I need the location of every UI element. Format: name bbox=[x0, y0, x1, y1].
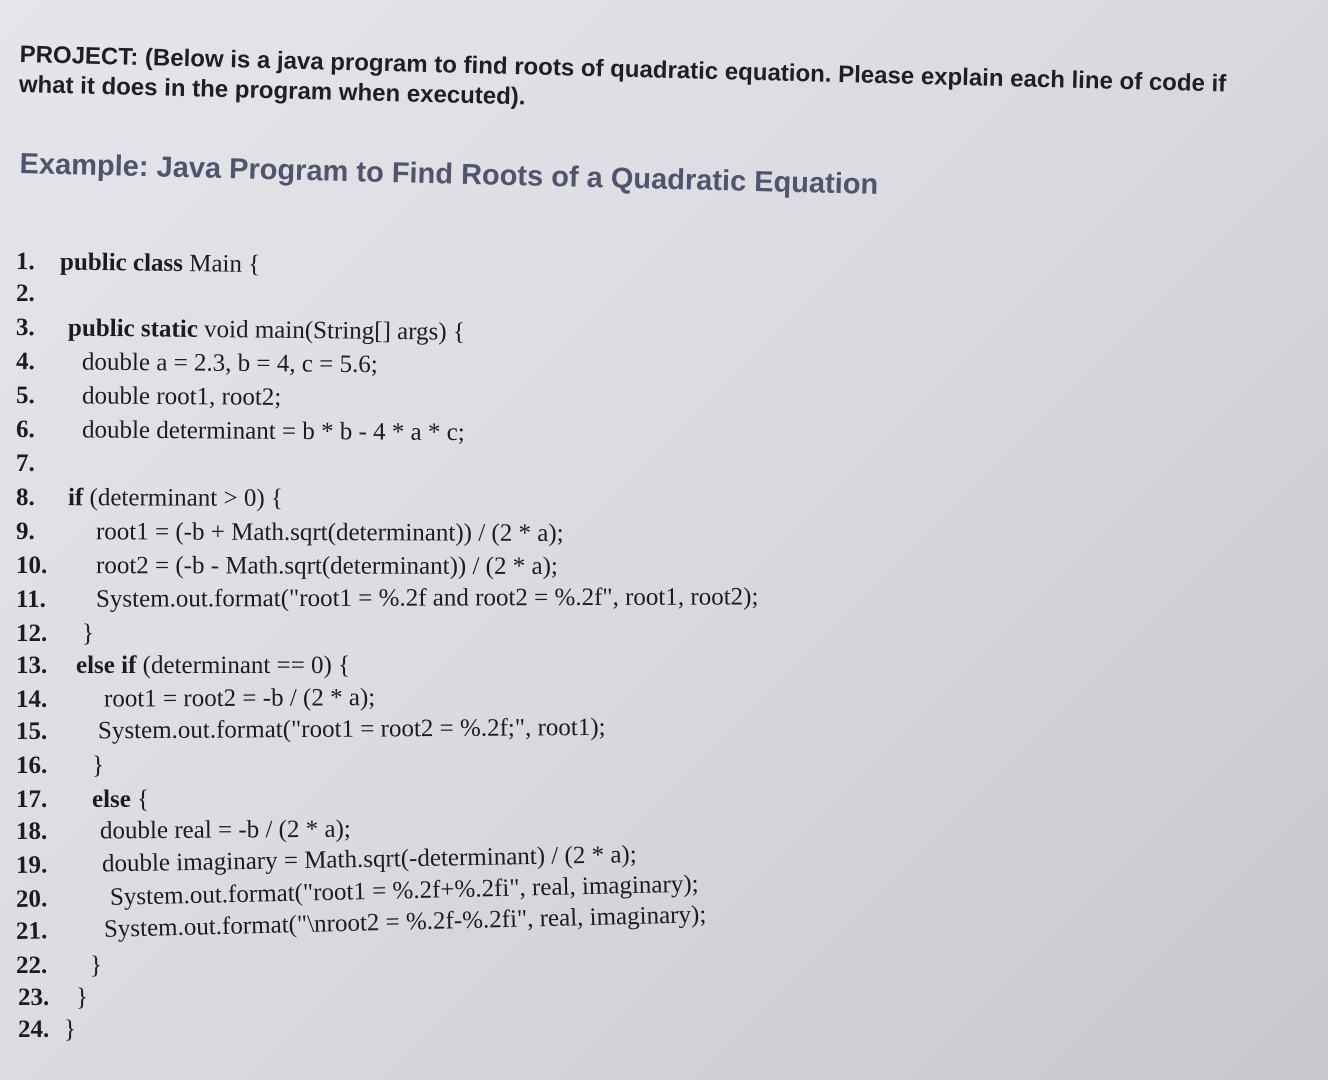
code-text: root1 = (-b + Math.sqrt(determinant)) / (2 * a); bbox=[95, 518, 564, 547]
code-text: if (determinant > 0) { bbox=[67, 484, 283, 512]
line-number: 8. bbox=[15, 484, 35, 512]
line-number: 12. bbox=[16, 620, 48, 647]
line-number: 16. bbox=[16, 752, 48, 779]
code-text: System.out.format("root1 = root2 = %.2f;", root1); bbox=[97, 713, 606, 745]
code-text: double determinant = b * b - 4 * a * c; bbox=[81, 416, 465, 447]
line-number: 23. bbox=[18, 984, 50, 1011]
line-number: 7. bbox=[16, 450, 35, 477]
code-line bbox=[15, 713, 606, 746]
code-line bbox=[15, 314, 466, 346]
code-line bbox=[15, 552, 558, 580]
line-number: 1. bbox=[15, 248, 35, 276]
line-number: 6. bbox=[15, 416, 35, 444]
project-instructions: PROJECT: (Below is a java program to find roots of quadratic equation. Please explain each line of code if what it does in the program when executed). bbox=[18, 40, 1227, 111]
code-text: else if (determinant == 0) { bbox=[76, 652, 351, 679]
code-text: double real = -b / (2 * a); bbox=[99, 815, 351, 845]
code-line bbox=[15, 870, 699, 914]
line-number: 3. bbox=[15, 314, 35, 342]
line-number: 14. bbox=[15, 685, 48, 713]
code-line bbox=[15, 583, 759, 614]
line-number: 19. bbox=[15, 851, 48, 879]
code-line bbox=[16, 280, 35, 308]
code-text: System.out.format("root1 = %.2f and root2 = %.2f", root1, root2); bbox=[95, 583, 759, 613]
code-text: root2 = (-b - Math.sqrt(determinant)) / (2 * a); bbox=[95, 552, 558, 580]
code-text: double imaginary = Math.sqrt(-determinant) / (2 * a); bbox=[101, 841, 637, 878]
code-text: public static void main(String[] args) { bbox=[67, 314, 466, 346]
code-line bbox=[15, 248, 261, 278]
code-text: } bbox=[90, 952, 102, 979]
code-line bbox=[15, 416, 465, 447]
code-line bbox=[16, 652, 351, 680]
code-line bbox=[18, 1016, 76, 1044]
line-number: 9. bbox=[15, 518, 35, 546]
code-text: } bbox=[82, 620, 94, 647]
line-number: 10. bbox=[15, 552, 48, 580]
line-number: 21. bbox=[15, 917, 48, 945]
code-line bbox=[15, 348, 378, 379]
code-text: public class Main { bbox=[59, 248, 261, 278]
code-text: root1 = root2 = -b / (2 * a); bbox=[103, 684, 376, 713]
code-text: System.out.format("root1 = %.2f+%.2fi", real, imaginary); bbox=[109, 870, 699, 911]
line-number: 22. bbox=[16, 952, 48, 979]
code-text: System.out.format("\nroot2 = %.2f-%.2fi", real, imaginary); bbox=[103, 901, 707, 943]
line-number: 15. bbox=[15, 717, 48, 745]
code-line bbox=[15, 382, 282, 411]
code-line bbox=[18, 984, 88, 1012]
line-number: 11. bbox=[15, 585, 46, 613]
line-number: 24. bbox=[18, 1016, 50, 1043]
code-line bbox=[15, 841, 637, 880]
code-line bbox=[15, 815, 351, 846]
code-line bbox=[16, 620, 94, 648]
code-line bbox=[16, 450, 35, 478]
line-number: 2. bbox=[16, 280, 35, 307]
code-text: double root1, root2; bbox=[81, 382, 282, 411]
code-line bbox=[16, 952, 102, 980]
line-number: 20. bbox=[15, 885, 48, 913]
code-line bbox=[15, 518, 564, 547]
code-text: } bbox=[76, 984, 88, 1011]
code-text: } bbox=[64, 1016, 76, 1043]
code-text: else { bbox=[92, 786, 150, 813]
line-number: 5. bbox=[15, 382, 35, 410]
code-line bbox=[15, 901, 707, 946]
code-line bbox=[16, 786, 150, 814]
line-number: 13. bbox=[16, 652, 48, 679]
code-line bbox=[15, 484, 283, 512]
code-line bbox=[15, 684, 376, 714]
code-text: } bbox=[92, 752, 104, 779]
code-text: double a = 2.3, b = 4, c = 5.6; bbox=[81, 348, 378, 379]
code-line bbox=[16, 752, 104, 780]
example-title: Example: Java Program to Find Roots of a Quadratic Equation bbox=[19, 148, 879, 201]
line-number: 4. bbox=[15, 348, 35, 376]
line-number: 17. bbox=[16, 786, 48, 813]
line-number: 18. bbox=[15, 817, 48, 845]
